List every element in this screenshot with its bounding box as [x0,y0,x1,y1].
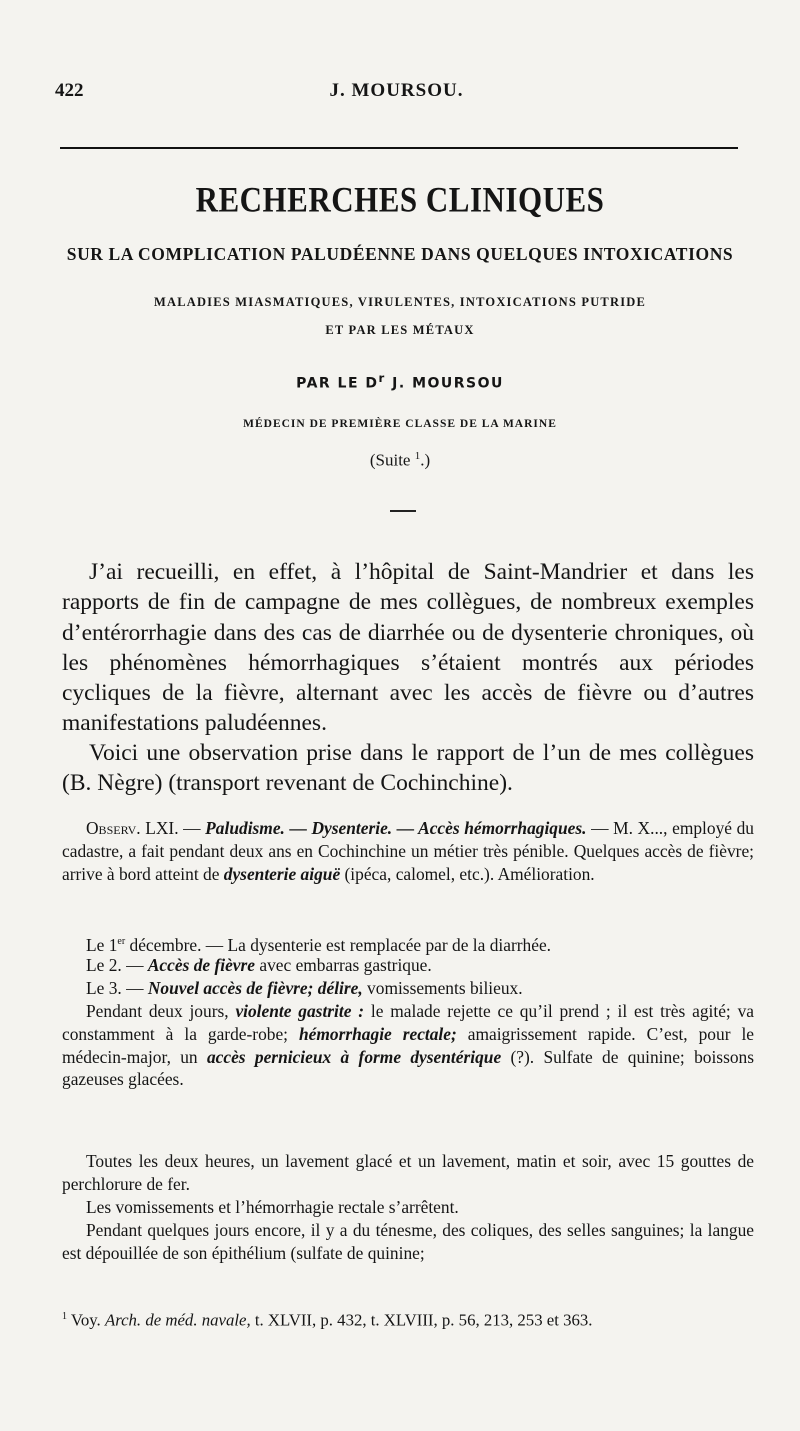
footnote-journal: Arch. de méd. navale, [104,1310,251,1330]
line-2-emph: Accès de fièvre [147,955,256,975]
footnote-marker: 1 [62,1311,67,1322]
line-2-text: avec embarras gastrique. [255,955,432,975]
paragraph-1: J’ai recueilli, en effet, à l’hôpital de Saint-Mandrier et dans les rapports de fin de campagne de mes collègues, de nombreux exemples d’entérorrhagie dans des cas de diarrhée ou de dysenterie chroniques, où les phénomènes hémorrhagiques s’étaient montrés aux périodes cycliques de la fièvre, alternant avec les accès de fièvre ou d’autres manifestations paludéennes. [62,559,754,737]
article-subtitle-2: MALADIES MIASMATIQUES, VIRULENTES, INTOXICATIONS PUTRIDE [153,295,647,309]
suite-footnote-ref[interactable]: 1 [414,450,421,462]
article-subtitle-1: SUR LA COMPLICATION PALUDÉENNE DANS QUELQUES INTOXICATIONS [66,244,734,264]
article-subtitle-3: ET PAR LES MÉTAUX [325,323,475,337]
author-affiliation: MÉDECIN DE PREMIÈRE CLASSE DE LA MARINE [243,418,557,430]
observation-label: Observ. [86,818,141,838]
author-prefix-sup: r [378,371,386,385]
suite-text: (Suite [369,450,411,470]
observation-dysenterie: dysenterie aiguë [223,863,341,884]
suite-label [0,450,800,471]
running-head: J. MOURSOU. [329,80,464,101]
author-line [0,371,800,392]
p4-e: amaigrissement rapide. C’est, pour le médecin-major, un [62,1023,754,1067]
page-header [55,80,738,104]
observation-line-3 [62,977,754,1000]
page-number: 422 [55,80,84,101]
footnote [62,1306,762,1332]
suite-close: .) [420,450,431,470]
line-1-sup: er [117,936,126,947]
line-1-text: décembre. — La dysenterie est remplacée par de la diarrhée. [125,934,552,955]
p4-a: Pendant deux jours, [86,1001,236,1021]
p4-b: violente gastrite : [235,1001,365,1021]
observation-line-1 [62,931,754,957]
line-1-date: Le 1 [86,934,118,955]
header-rule [60,147,738,149]
observation-line-2 [62,954,754,977]
observation-paragraph-4 [62,1000,754,1091]
observation-paragraph-7: Pendant quelques jours encore, il y a du ténesme, des coliques, des selles sanguines; la langue est dépouillée de son épithélium (sulfate de quinine; [62,1220,754,1263]
observation-titles: Paludisme. — Dysenterie. — Accès hémorrhagiques. [205,818,587,838]
article-title: RECHERCHES CLINIQUES [195,179,605,220]
p4-d: hémorrhagie rectale; [298,1023,457,1044]
p4-f: accès pernicieux à forme dysentérique [206,1046,502,1067]
observation-paragraph [62,817,754,885]
p4-g: (?). Sulfate de quinine; boissons gazeuses glacées. [62,1046,754,1090]
observation-paragraph-5: Toutes les deux heures, un lavement glacé et un lavement, matin et soir, avec 15 gouttes de perchlorure de fer. [62,1151,754,1194]
p4-c: le malade rejette ce qu’il prend ; il est très agité; va constamment à la garde-robe; [62,1001,754,1044]
observation-number: LXI. — [140,818,206,838]
observation-text-2: (ipéca, calomel, etc.). Amélioration. [340,863,595,884]
observation-text-1: — M. X..., employé du cadastre, a fait pendant deux ans en Cochinchine un métier très pénible. Quelques accès de fièvre; arrive à bord atteint de [62,818,754,884]
footnote-text-2: t. XLVII, p. 432, t. XLVIII, p. 56, 213, 253 et 363. [250,1310,593,1330]
footnote-text-1: Voy. [67,1310,105,1330]
observation-paragraph-6: Les vomissements et l’hémorrhagie rectale s’arrêtent. [86,1197,459,1217]
section-divider [390,510,416,512]
author-prefix: PAR LE D [296,375,379,392]
line-3-text: vomissements bilieux. [362,978,523,998]
line-3-date: Le 3. — [86,978,148,998]
line-3-emph: Nouvel accès de fièvre; délire, [147,978,363,998]
line-2-date: Le 2. — [86,955,148,975]
paragraph-2: Voici une observation prise dans le rapport de l’un de mes collègues (B. Nègre) (transport revenant de Cochinchine). [62,740,754,797]
author-name: J. MOURSOU [385,375,504,392]
